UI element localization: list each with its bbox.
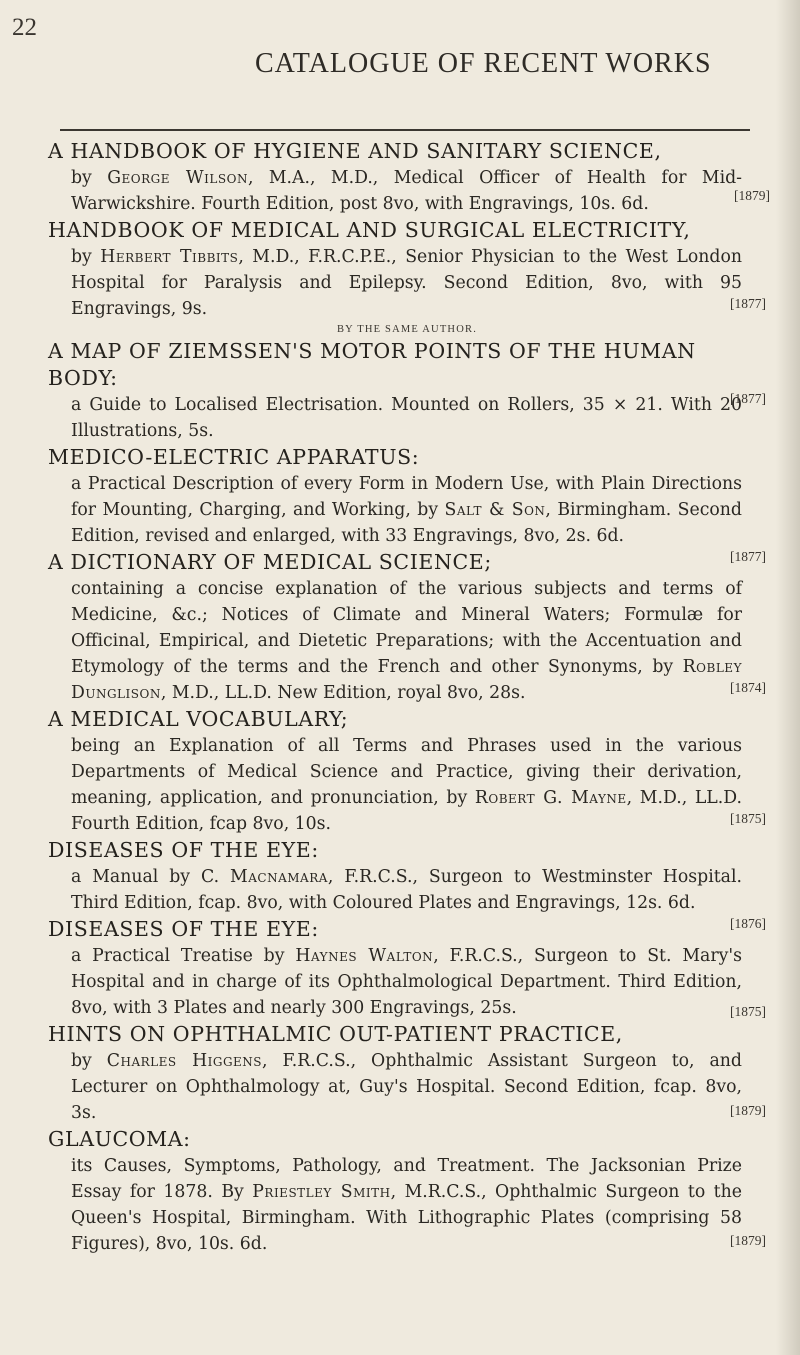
catalogue-entries (48, 138, 770, 1257)
catalogue-entry (48, 549, 766, 706)
entry-author: Priestley Smith (252, 1182, 391, 1202)
catalogue-entry (48, 1126, 766, 1257)
entry-author: George Wilson (107, 168, 248, 188)
entry-title: MEDICO-ELECTRIC APPARATUS: (48, 445, 420, 469)
entry-description: being an Explanation of all Terms and Phrases used in the various Departments of Medical Science and Practice, giving their derivation, meaning, application, and pronunciation, by Robert G. Mayne, M.D., LL.D. Fourth Edition, fcap 8vo, 10s. (71, 736, 742, 834)
catalogue-entry (48, 1021, 766, 1126)
entry-date: [1879] (730, 1233, 766, 1248)
page-number: 22 (12, 14, 37, 41)
entry-title: DISEASES OF THE EYE: (48, 838, 319, 862)
entry-title: A MEDICAL VOCABULARY; (48, 707, 349, 731)
entry-title: HANDBOOK OF MEDICAL AND SURGICAL ELECTRICITY, (48, 218, 691, 242)
entry-date: [1877] (730, 296, 766, 311)
entry-title: GLAUCOMA: (48, 1127, 191, 1151)
entry-author: Macnamara (230, 867, 328, 887)
running-head: CATALOGUE OF RECENT WORKS (255, 48, 712, 79)
entry-author: Robley Dunglison (71, 657, 742, 703)
entry-description: a Manual by C. Macnamara, F.R.C.S., Surgeon to Westminster Hospital. Third Edition, fcap. 8vo, with Coloured Plates and Engravings, 12s. 6d. (71, 867, 743, 913)
entry-date: [1875] (730, 1004, 766, 1019)
entry-title: DISEASES OF THE EYE: (48, 917, 319, 941)
entry-description: by Charles Higgens, F.R.C.S., Ophthalmic Assistant Surgeon to, and Lecturer on Ophthalmology at, Guy's Hospital. Second Edition, fcap. 8vo, 3s. (71, 1051, 742, 1123)
catalogue-entry (48, 138, 770, 217)
entry-date: [1879] (730, 1103, 766, 1118)
catalogue-entry (48, 217, 766, 322)
entry-description: a Practical Treatise by Haynes Walton, F.R.C.S., Surgeon to St. Mary's Hospital and in charge of its Ophthalmological Department. Third Edition, 8vo, with 3 Plates and nearly 300 Engravings, 25s. (71, 946, 742, 1018)
entry-author: Herbert Tibbits (100, 247, 239, 267)
entry-author: Charles Higgens (106, 1051, 263, 1071)
entry-date: [1877] (730, 391, 766, 406)
catalogue-entry (48, 706, 766, 837)
entry-date: [1875] (730, 811, 766, 826)
entry-description: a Practical Description of every Form in Modern Use, with Plain Directions for Mounting, Charging, and Working, by Salt & Son, Birmingham. Second Edition, revised and enlarged, with 33 Engravings, 8vo, 2s. 6d. (71, 474, 742, 546)
entry-description: its Causes, Symptoms, Pathology, and Treatment. The Jacksonian Prize Essay for 1878. By Priestley Smith, M.R.C.S., Ophthalmic Surgeon to the Queen's Hospital, Birmingham. With Lithographic Plates (comprising 58 Figures), 8vo, 10s. 6d. (71, 1156, 742, 1254)
entry-title: A HANDBOOK OF HYGIENE AND SANITARY SCIENCE, (48, 139, 662, 163)
catalogue-entry (48, 322, 766, 444)
page-edge-shadow (776, 0, 800, 1355)
entry-title: A MAP OF ZIEMSSEN'S MOTOR POINTS OF THE HUMAN BODY: (48, 339, 696, 390)
entry-description: by George Wilson, M.A., M.D., Medical Officer of Health for Mid-Warwickshire. Fourth Edition, post 8vo, with Engravings, 10s. 6d. (71, 168, 743, 214)
entry-author: Salt & Son (444, 500, 546, 520)
entry-date: [1874] (730, 680, 766, 695)
catalogue-entry (48, 916, 766, 1021)
entry-date: [1876] (730, 916, 766, 931)
entry-title: HINTS ON OPHTHALMIC OUT-PATIENT PRACTICE, (48, 1022, 623, 1046)
entry-author: Haynes Walton (295, 946, 434, 966)
entry-date: [1877] (730, 549, 766, 564)
header-rule (60, 129, 750, 131)
entry-author: Robert G. Mayne (474, 788, 627, 808)
entry-description: a Guide to Localised Electrisation. Mounted on Rollers, 35 × 21. With 20 Illustrations, 5s. (71, 395, 742, 441)
entry-date: [1879] (734, 188, 770, 203)
entry-description: by Herbert Tibbits, M.D., F.R.C.P.E., Senior Physician to the West London Hospital for Paralysis and Epilepsy. Second Edition, 8vo, with 95 Engravings, 9s. (71, 247, 743, 319)
entry-byline: BY THE SAME AUTHOR. (336, 324, 478, 335)
entry-title: A DICTIONARY OF MEDICAL SCIENCE; (48, 550, 492, 574)
catalogue-entry (48, 837, 766, 931)
entry-description: containing a concise explanation of the various subjects and terms of Medicine, &c.; Notices of Climate and Mineral Waters; Formulæ for Officinal, Empirical, and Dietetic Preparations; with the Accentuation and Etymology of the terms and the French and other Synonyms, by Robley Dunglison, M.D., LL.D. New Edition, royal 8vo, 28s. (71, 579, 742, 703)
